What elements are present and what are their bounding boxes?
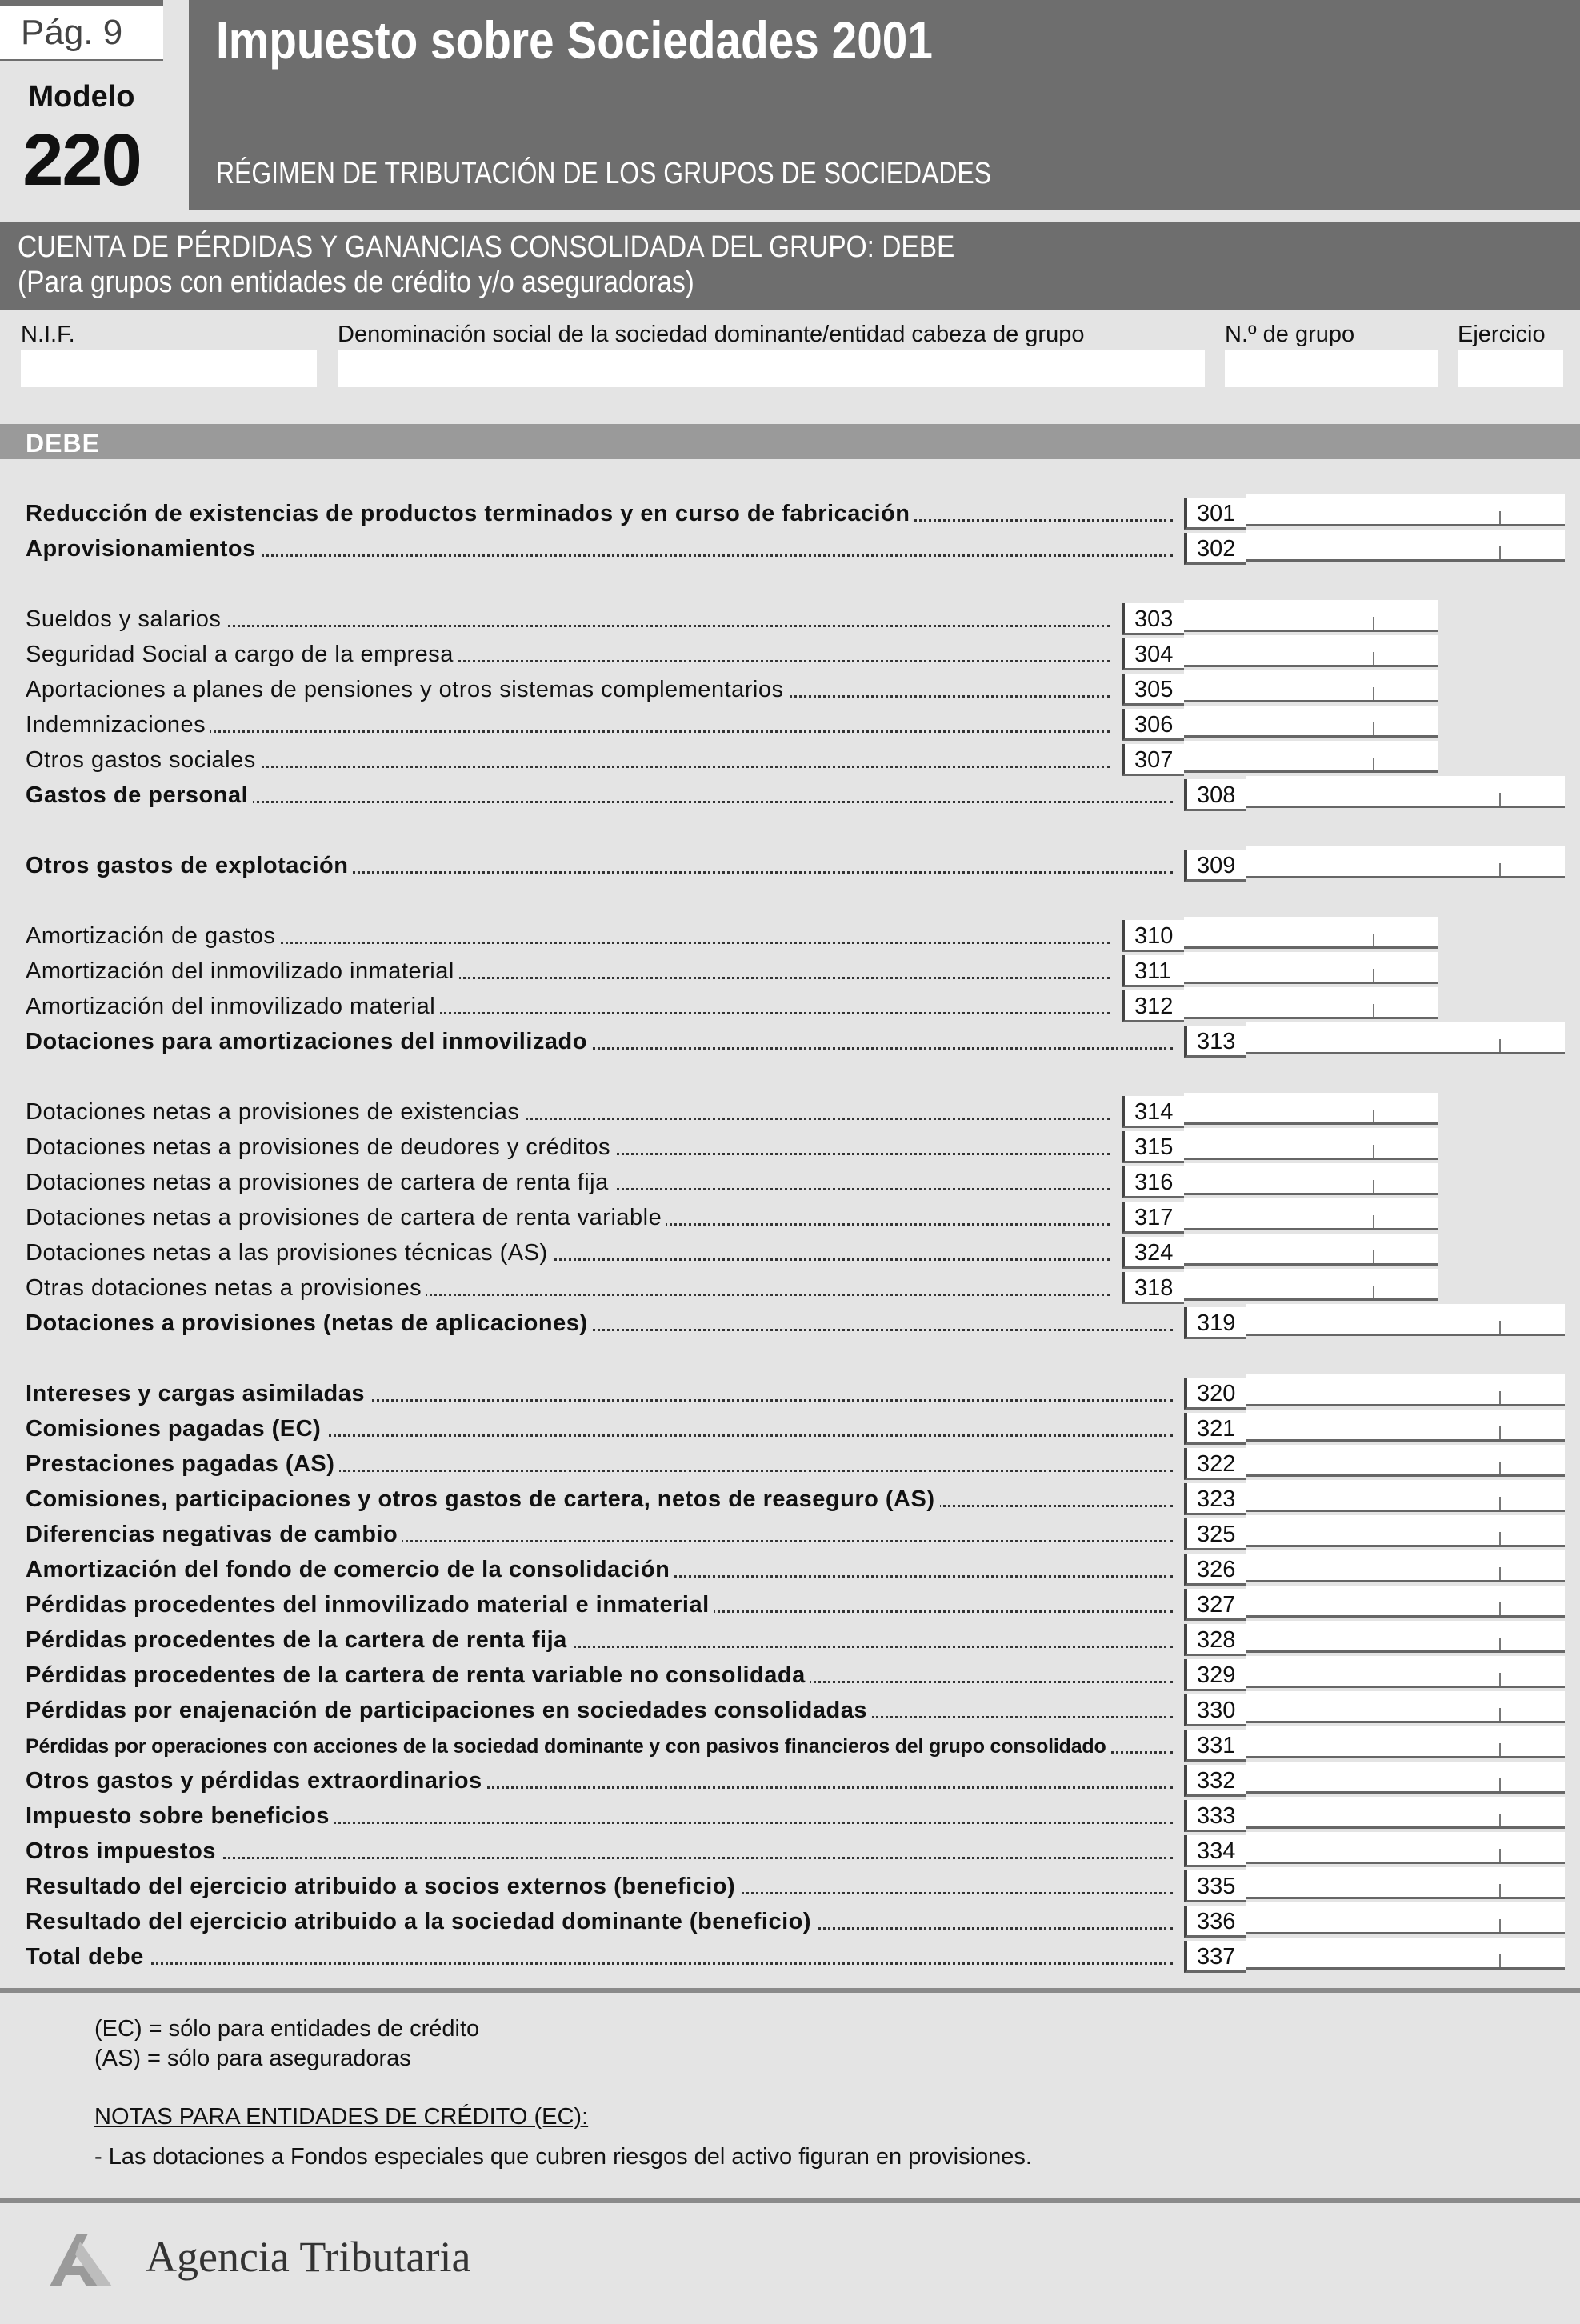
amount-field-324[interactable] [1184, 1234, 1438, 1266]
row-label-305 [26, 675, 1110, 704]
row-label-331 [26, 1731, 1173, 1760]
row-label-329 [26, 1661, 1173, 1690]
decimal-separator-tick [1499, 1039, 1501, 1052]
modelo-label: Modelo [28, 80, 135, 114]
document-title: Impuesto sobre Sociedades 2001 [216, 10, 933, 70]
amount-field-318[interactable] [1184, 1269, 1438, 1301]
decimal-separator-tick [1499, 1532, 1501, 1545]
decimal-separator-tick [1499, 1919, 1501, 1932]
amount-field-332[interactable] [1246, 1762, 1565, 1794]
row-text: Dotaciones netas a provisiones de deudores y créditos [26, 1134, 615, 1160]
row-text: Pérdidas por enajenación de participaciones en sociedades consolidadas [26, 1698, 872, 1723]
row-label-326 [26, 1555, 1173, 1584]
amount-field-317[interactable] [1184, 1198, 1438, 1230]
row-text: Prestaciones pagadas (AS) [26, 1451, 339, 1477]
row-text: Pérdidas procedentes del inmovilizado material e inmaterial [26, 1592, 714, 1618]
agencia-tributaria-logo [45, 2230, 117, 2291]
box-code-311: 311 [1122, 955, 1184, 987]
decimal-separator-tick [1499, 1602, 1501, 1615]
amount-field-325[interactable] [1246, 1515, 1565, 1547]
decimal-separator-tick [1499, 546, 1501, 559]
box-code-323: 323 [1184, 1483, 1246, 1515]
amount-field-328[interactable] [1246, 1621, 1565, 1653]
row-text: Diferencias negativas de cambio [26, 1522, 402, 1547]
box-code-310: 310 [1122, 920, 1184, 952]
divider [0, 2198, 1580, 2203]
row-label-302 [26, 534, 1173, 563]
row-text: Amortización de gastos [26, 923, 280, 949]
decimal-separator-tick [1499, 1778, 1501, 1791]
row-text: Total debe [26, 1944, 149, 1970]
row-text: Gastos de personal [26, 782, 253, 808]
row-label-327 [26, 1590, 1173, 1619]
row-text: Pérdidas por operaciones con acciones de la sociedad dominante y con pasivos financieros del grupo consolidado [26, 1735, 1111, 1758]
row-label-303 [26, 605, 1110, 634]
decimal-separator-tick [1499, 793, 1501, 806]
amount-field-334[interactable] [1246, 1832, 1565, 1864]
row-text: Aportaciones a planes de pensiones y otros sistemas complementarios [26, 677, 788, 702]
amount-field-329[interactable] [1246, 1656, 1565, 1688]
amount-field-311[interactable] [1184, 952, 1438, 984]
box-code-331: 331 [1184, 1730, 1246, 1762]
box-code-312: 312 [1122, 990, 1184, 1022]
row-label-336 [26, 1907, 1173, 1936]
decimal-separator-tick [1373, 652, 1374, 665]
decimal-separator-tick [1499, 1673, 1501, 1686]
ejercicio-label: Ejercicio [1458, 322, 1546, 347]
row-label-324 [26, 1238, 1110, 1267]
row-text: Pérdidas procedentes de la cartera de renta fija [26, 1627, 572, 1653]
row-text: Amortización del inmovilizado material [26, 994, 440, 1019]
row-label-315 [26, 1133, 1110, 1162]
box-code-318: 318 [1122, 1272, 1184, 1304]
row-text: Impuesto sobre beneficios [26, 1803, 334, 1829]
box-code-327: 327 [1184, 1589, 1246, 1621]
row-text: Dotaciones a provisiones (netas de aplicaciones) [26, 1310, 593, 1336]
box-code-302: 302 [1184, 533, 1246, 565]
decimal-separator-tick [1499, 1497, 1501, 1510]
row-label-323 [26, 1485, 1173, 1514]
denominacion-label: Denominación social de la sociedad dominante/entidad cabeza de grupo [338, 322, 1085, 347]
amount-field-307[interactable] [1184, 741, 1438, 773]
decimal-separator-tick [1499, 1743, 1501, 1756]
box-code-309: 309 [1184, 850, 1246, 882]
box-code-320: 320 [1184, 1378, 1246, 1410]
decimal-separator-tick [1499, 1567, 1501, 1580]
row-text: Intereses y cargas asimiladas [26, 1381, 370, 1406]
decimal-separator-tick [1499, 511, 1501, 524]
decimal-separator-tick [1499, 1708, 1501, 1721]
row-text: Dotaciones netas a provisiones de cartera de renta variable [26, 1205, 666, 1230]
row-label-301 [26, 499, 1173, 528]
decimal-separator-tick [1499, 1391, 1501, 1404]
agency-name: Agencia Tributaria [146, 2233, 471, 2281]
amount-field-331[interactable] [1246, 1726, 1565, 1758]
amount-field-319[interactable] [1246, 1304, 1565, 1336]
row-label-316 [26, 1168, 1110, 1197]
row-label-333 [26, 1802, 1173, 1830]
row-text: Otras dotaciones netas a provisiones [26, 1275, 426, 1301]
box-code-325: 325 [1184, 1518, 1246, 1550]
debe-label: DEBE [26, 429, 100, 458]
box-code-305: 305 [1122, 674, 1184, 706]
row-label-322 [26, 1450, 1173, 1478]
box-code-337: 337 [1184, 1941, 1246, 1973]
decimal-separator-tick [1373, 1286, 1374, 1298]
row-label-330 [26, 1696, 1173, 1725]
row-text: Pérdidas procedentes de la cartera de renta variable no consolidada [26, 1662, 810, 1688]
amount-field-309[interactable] [1246, 846, 1565, 878]
row-text: Dotaciones netas a provisiones de existencias [26, 1099, 524, 1125]
row-text: Sueldos y salarios [26, 606, 226, 632]
decimal-separator-tick [1373, 1250, 1374, 1263]
box-code-301: 301 [1184, 498, 1246, 530]
decimal-separator-tick [1373, 617, 1374, 630]
row-text: Otros impuestos [26, 1838, 221, 1864]
decimal-separator-tick [1499, 863, 1501, 876]
row-text: Resultado del ejercicio atribuido a la sociedad dominante (beneficio) [26, 1909, 816, 1934]
decimal-separator-tick [1499, 1426, 1501, 1439]
decimal-separator-tick [1499, 1849, 1501, 1862]
row-label-332 [26, 1766, 1173, 1795]
nif-label: N.I.F. [21, 322, 75, 347]
box-code-330: 330 [1184, 1694, 1246, 1726]
decimal-separator-tick [1373, 1004, 1374, 1017]
row-label-308 [26, 781, 1173, 810]
note-item: - Las dotaciones a Fondos especiales que cubren riesgos del activo figuran en provisiones. [94, 2144, 1032, 2170]
row-text: Amortización del inmovilizado inmaterial [26, 958, 459, 984]
nif-field[interactable] [21, 350, 317, 387]
decimal-separator-tick [1373, 1180, 1374, 1193]
amount-field-336[interactable] [1246, 1902, 1565, 1934]
row-text: Reducción de existencias de productos terminados y en curso de fabricación [26, 501, 914, 526]
row-label-321 [26, 1414, 1173, 1443]
amount-field-337[interactable] [1246, 1938, 1565, 1970]
row-text: Indemnizaciones [26, 712, 210, 738]
row-text: Dotaciones netas a provisiones de cartera de renta fija [26, 1170, 614, 1195]
row-label-334 [26, 1837, 1173, 1866]
decimal-separator-tick [1499, 1321, 1501, 1334]
row-text: Dotaciones netas a las provisiones técnicas (AS) [26, 1240, 553, 1266]
box-code-317: 317 [1122, 1202, 1184, 1234]
row-label-337 [26, 1942, 1173, 1971]
grupo-label: N.º de grupo [1225, 322, 1355, 347]
row-label-318 [26, 1274, 1110, 1302]
row-label-306 [26, 710, 1110, 739]
amount-field-315[interactable] [1184, 1128, 1438, 1160]
footnote-ec: (EC) = sólo para entidades de crédito [94, 2016, 480, 2042]
amount-field-313[interactable] [1246, 1022, 1565, 1054]
box-code-332: 332 [1184, 1765, 1246, 1797]
decimal-separator-tick [1499, 1884, 1501, 1897]
box-code-333: 333 [1184, 1800, 1246, 1832]
amount-field-327[interactable] [1246, 1586, 1565, 1618]
row-label-325 [26, 1520, 1173, 1549]
row-text: Amortización del fondo de comercio de la consolidación [26, 1557, 674, 1582]
amount-field-330[interactable] [1246, 1691, 1565, 1723]
row-text: Otros gastos sociales [26, 747, 261, 773]
box-code-316: 316 [1122, 1166, 1184, 1198]
row-label-310 [26, 922, 1110, 950]
decimal-separator-tick [1499, 1462, 1501, 1474]
decimal-separator-tick [1499, 1954, 1501, 1967]
amount-field-333[interactable] [1246, 1797, 1565, 1829]
row-text: Comisiones pagadas (EC) [26, 1416, 326, 1442]
row-text: Aprovisionamientos [26, 536, 261, 562]
amount-field-304[interactable] [1184, 635, 1438, 667]
row-text: Seguridad Social a cargo de la empresa [26, 642, 458, 667]
box-code-313: 313 [1184, 1026, 1246, 1058]
amount-field-312[interactable] [1184, 987, 1438, 1019]
amount-field-310[interactable] [1184, 917, 1438, 949]
decimal-separator-tick [1373, 722, 1374, 735]
amount-field-320[interactable] [1246, 1374, 1565, 1406]
notes-title: NOTAS PARA ENTIDADES DE CRÉDITO (EC): [94, 2104, 589, 2130]
box-code-308: 308 [1184, 779, 1246, 811]
decimal-separator-tick [1373, 1215, 1374, 1228]
row-text: Otros gastos de explotación [26, 853, 353, 878]
box-code-334: 334 [1184, 1835, 1246, 1867]
row-label-304 [26, 640, 1110, 669]
amount-field-326[interactable] [1246, 1550, 1565, 1582]
decimal-separator-tick [1373, 687, 1374, 700]
amount-field-306[interactable] [1184, 706, 1438, 738]
amount-field-321[interactable] [1246, 1410, 1565, 1442]
decimal-separator-tick [1373, 969, 1374, 982]
amount-field-322[interactable] [1246, 1445, 1565, 1477]
row-text: Dotaciones para amortizaciones del inmovilizado [26, 1029, 592, 1054]
row-label-313 [26, 1027, 1173, 1056]
box-code-303: 303 [1122, 603, 1184, 635]
section-title: CUENTA DE PÉRDIDAS Y GANANCIAS CONSOLIDADA DEL GRUPO: DEBE [18, 230, 955, 264]
modelo-number: 220 [22, 119, 141, 201]
decimal-separator-tick [1499, 1814, 1501, 1826]
box-code-306: 306 [1122, 709, 1184, 741]
amount-field-316[interactable] [1184, 1163, 1438, 1195]
row-label-320 [26, 1379, 1173, 1408]
decimal-separator-tick [1373, 1110, 1374, 1122]
decimal-separator-tick [1373, 1145, 1374, 1158]
decimal-separator-tick [1373, 934, 1374, 946]
row-text: Otros gastos y pérdidas extraordinarios [26, 1768, 487, 1794]
box-code-335: 335 [1184, 1870, 1246, 1902]
box-code-315: 315 [1122, 1131, 1184, 1163]
leader-dots [26, 1962, 1173, 1965]
row-label-309 [26, 851, 1173, 880]
box-code-322: 322 [1184, 1448, 1246, 1480]
box-code-328: 328 [1184, 1624, 1246, 1656]
box-code-314: 314 [1122, 1096, 1184, 1128]
amount-field-335[interactable] [1246, 1867, 1565, 1899]
decimal-separator-tick [1499, 1638, 1501, 1650]
box-code-321: 321 [1184, 1413, 1246, 1445]
box-code-304: 304 [1122, 638, 1184, 670]
denominacion-field[interactable] [338, 350, 1205, 387]
row-label-311 [26, 957, 1110, 986]
ejercicio-field[interactable] [1458, 350, 1563, 387]
amount-field-308[interactable] [1246, 776, 1565, 808]
amount-field-314[interactable] [1184, 1093, 1438, 1125]
row-label-335 [26, 1872, 1173, 1901]
amount-field-301[interactable] [1246, 494, 1565, 526]
divider [0, 1988, 1580, 1993]
box-code-324: 324 [1122, 1237, 1184, 1269]
footnote-as: (AS) = sólo para aseguradoras [94, 2046, 411, 2071]
amount-field-303[interactable] [1184, 600, 1438, 632]
box-code-326: 326 [1184, 1554, 1246, 1586]
box-code-307: 307 [1122, 744, 1184, 776]
row-label-328 [26, 1626, 1173, 1654]
row-label-314 [26, 1098, 1110, 1126]
debe-bar [0, 424, 1580, 459]
row-label-312 [26, 992, 1110, 1021]
document-subtitle: RÉGIMEN DE TRIBUTACIÓN DE LOS GRUPOS DE SOCIEDADES [216, 157, 992, 190]
row-label-319 [26, 1309, 1173, 1338]
box-code-319: 319 [1184, 1307, 1246, 1339]
grupo-field[interactable] [1225, 350, 1438, 387]
row-label-317 [26, 1203, 1110, 1232]
decimal-separator-tick [1373, 758, 1374, 770]
box-code-336: 336 [1184, 1906, 1246, 1938]
row-label-307 [26, 746, 1110, 774]
box-code-329: 329 [1184, 1659, 1246, 1691]
page-number: Pág. 9 [0, 6, 163, 59]
section-subtitle: (Para grupos con entidades de crédito y/o aseguradoras) [18, 266, 694, 299]
amount-field-305[interactable] [1184, 670, 1438, 702]
row-text: Resultado del ejercicio atribuido a socios externos (beneficio) [26, 1874, 740, 1899]
row-text: Comisiones, participaciones y otros gastos de cartera, netos de reaseguro (AS) [26, 1486, 940, 1512]
amount-field-302[interactable] [1246, 530, 1565, 562]
amount-field-323[interactable] [1246, 1480, 1565, 1512]
